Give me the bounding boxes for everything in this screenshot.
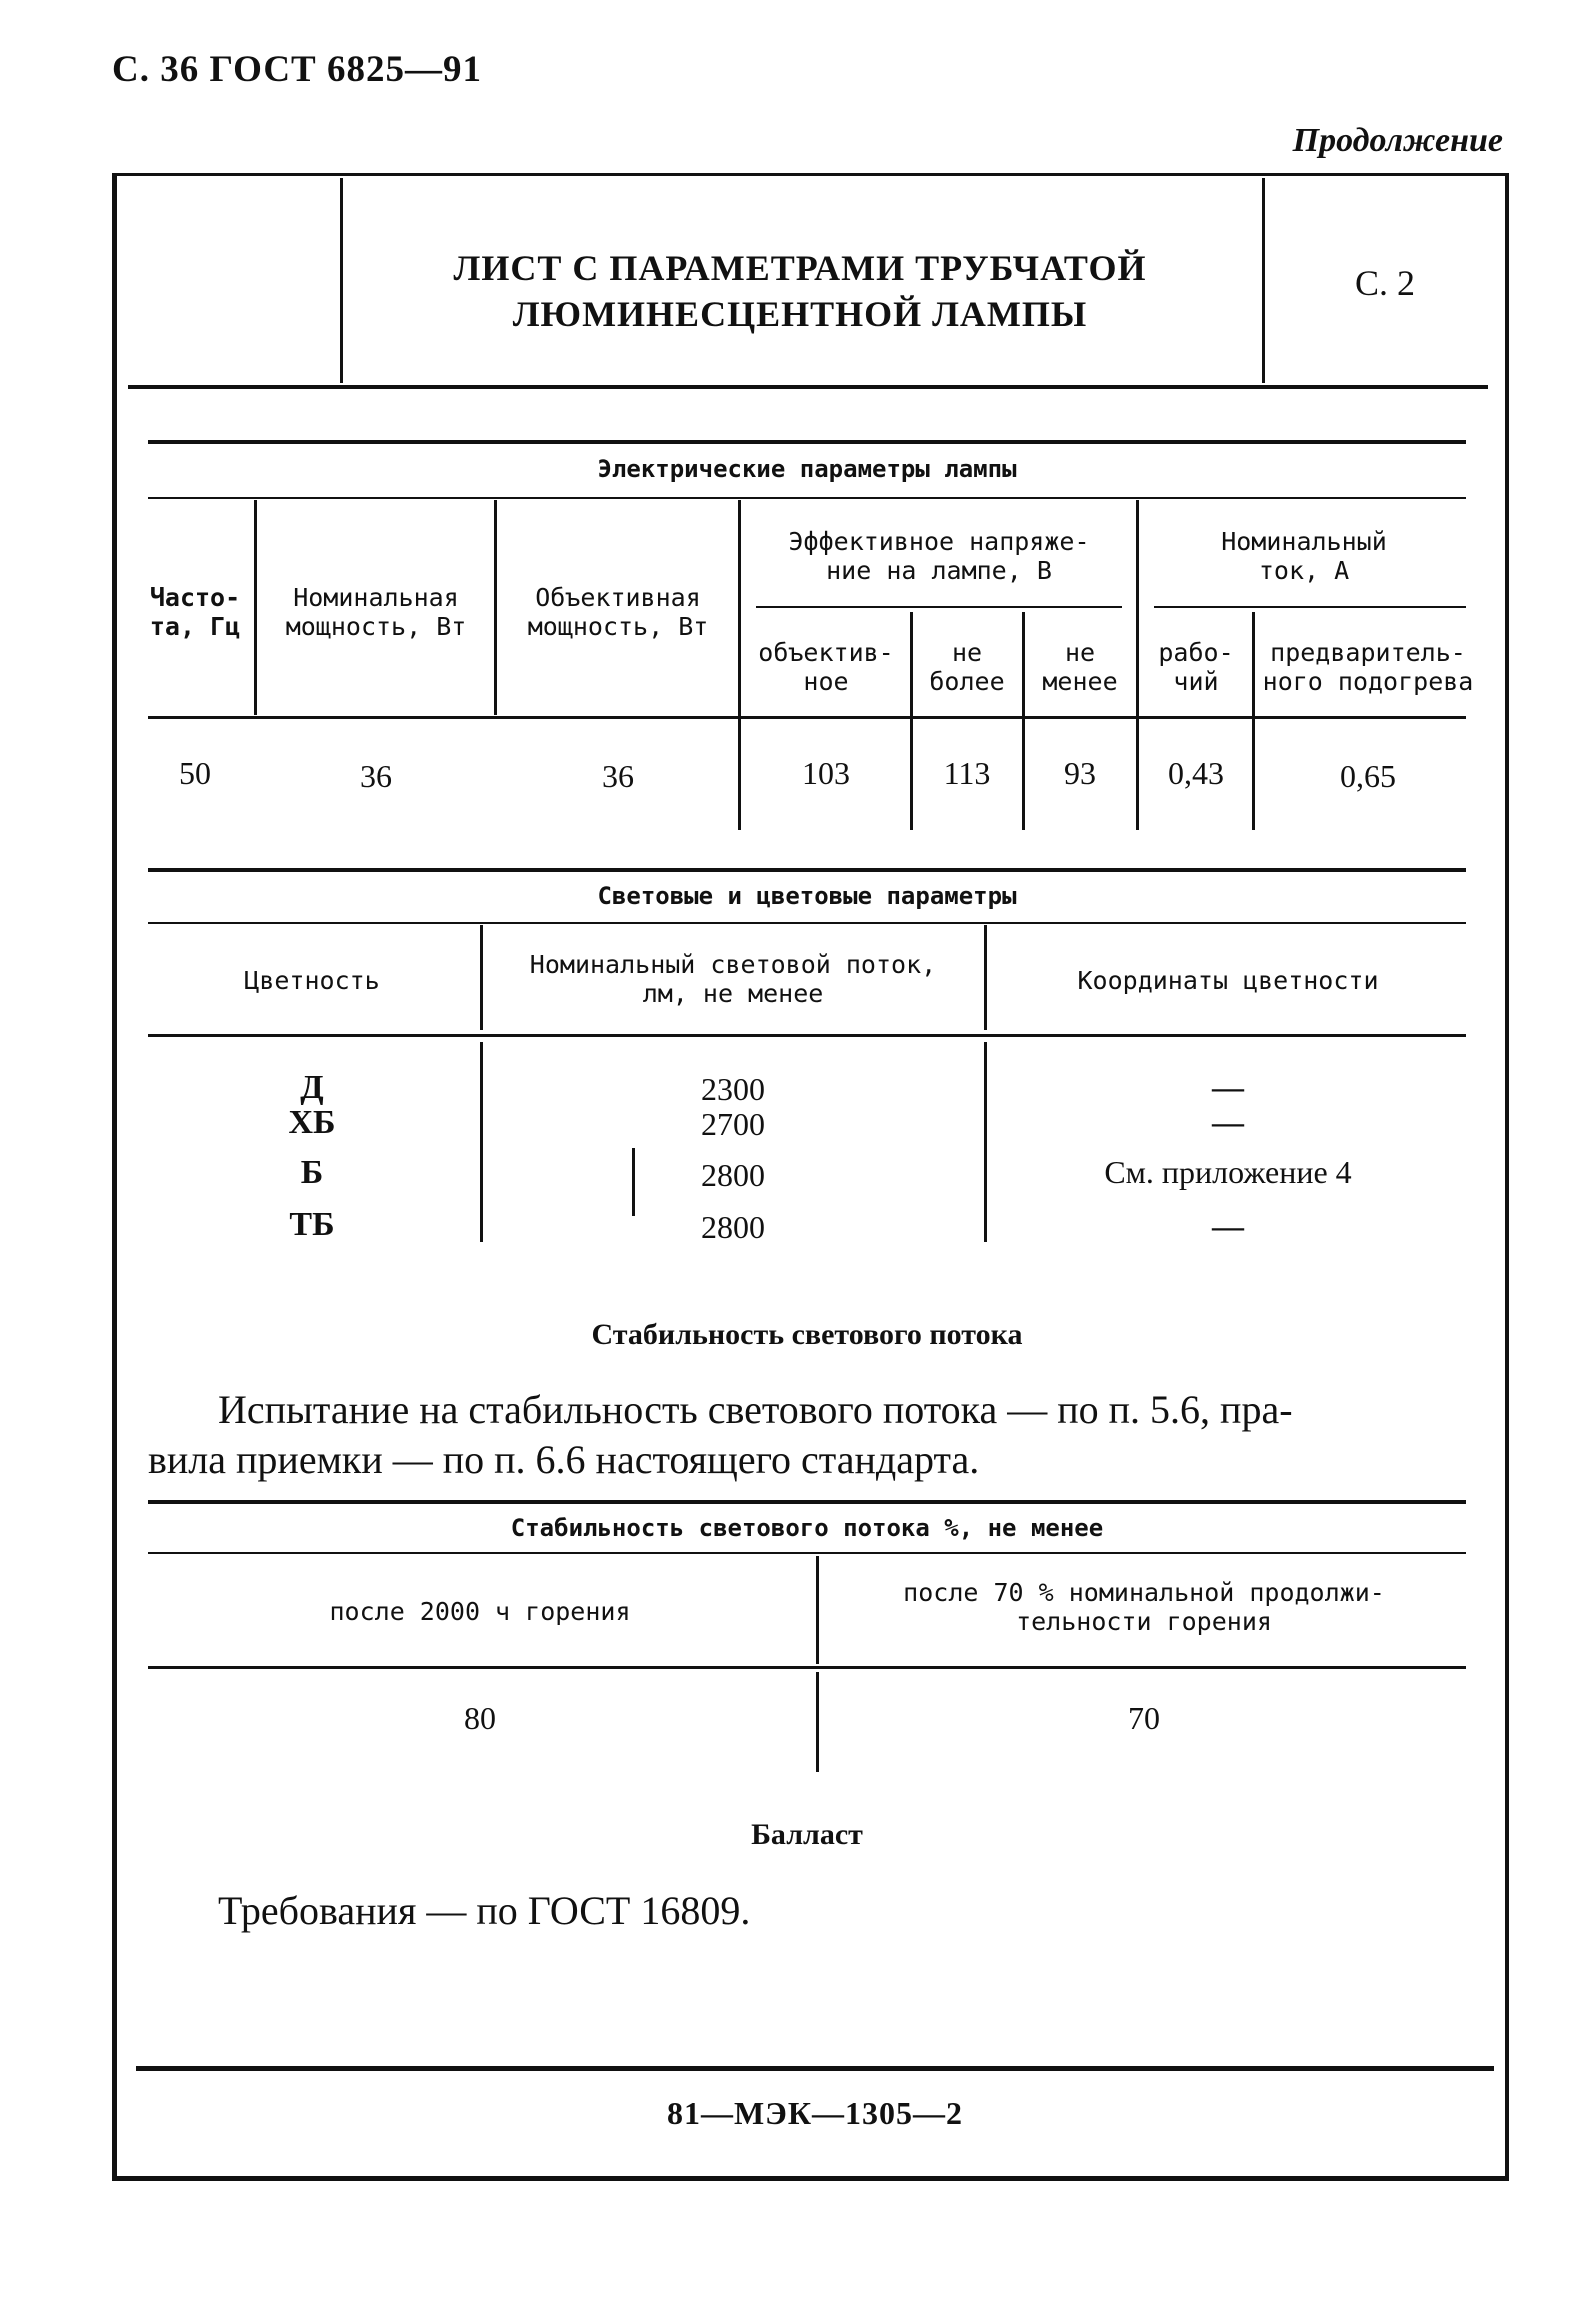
stab-caption: Стабильность светового потока %, не менее — [510, 1514, 1104, 1542]
col-color: Цветность — [244, 966, 380, 995]
elec-vline-3 — [738, 500, 741, 830]
coords-tb: — — [1212, 1208, 1244, 1244]
current-subrule — [1154, 606, 1466, 608]
elec-vline-7 — [1252, 612, 1255, 830]
col-frequency: Часто- та, Гц — [149, 583, 241, 641]
color-b: Б — [300, 1154, 324, 1191]
title-bottom-rule — [128, 385, 1488, 389]
continuation-label: Продолжение — [1292, 122, 1503, 159]
elec-caption-rule — [148, 497, 1466, 499]
val-after-70pct: 70 — [1128, 1700, 1160, 1736]
col-v-min: не менее — [1042, 638, 1118, 696]
stability-text — [148, 1385, 1478, 1485]
col-objective-power: Объективная мощность, Вт — [527, 583, 709, 641]
light-header-bottom-rule — [148, 1034, 1466, 1037]
col-flux: Номинальный световой поток, лм, не менее — [529, 950, 937, 1008]
val-c-preheat: 0,65 — [1340, 758, 1396, 794]
flux-khb: 2700 — [701, 1106, 765, 1142]
light-caption: Световые и цветовые параметры — [597, 882, 1017, 910]
color-d: Д — [300, 1069, 324, 1106]
color-list — [148, 1070, 476, 1243]
color-khb: ХБ — [288, 1104, 336, 1141]
ballast-heading: Балласт — [751, 1818, 863, 1851]
elec-vline-2 — [494, 500, 497, 715]
val-v-max: 113 — [943, 755, 991, 791]
col-coords: Координаты цветности — [1077, 966, 1379, 995]
sheet-title-line2: ЛЮМИНЕСЦЕНТНОЙ ЛАМПЫ — [512, 294, 1088, 334]
stab-vline-body — [816, 1672, 819, 1772]
color-tb: ТБ — [289, 1206, 335, 1243]
stab-caption-rule — [148, 1552, 1466, 1554]
title-divider-right — [1262, 178, 1265, 383]
elec-vline-5 — [1022, 612, 1025, 830]
footer-rule — [136, 2066, 1494, 2071]
val-v-objective: 103 — [802, 755, 850, 791]
col-c-preheat: предваритель- ного подогрева — [1262, 638, 1474, 696]
flux-b: 2800 — [701, 1157, 765, 1193]
flux-list — [486, 1072, 980, 1244]
light-caption-rule — [148, 922, 1466, 924]
flux-tb: 2800 — [701, 1209, 765, 1245]
page-header: С. 36 ГОСТ 6825—91 — [112, 49, 482, 90]
col-after-2000h: после 2000 ч горения — [329, 1597, 631, 1626]
elec-vline-4 — [910, 612, 913, 830]
elec-top-rule — [148, 440, 1466, 444]
light-vline-2 — [984, 925, 987, 1030]
col-voltage: Эффективное напряже- ние на лампе, В — [788, 527, 1090, 585]
val-nominal-power: 36 — [360, 758, 392, 794]
col-after-70pct: после 70 % номинальной продолжи- тельности горения — [903, 1578, 1385, 1636]
col-v-max: не более — [929, 638, 1005, 696]
col-c-work: рабо- чий — [1158, 638, 1234, 696]
val-v-min: 93 — [1064, 755, 1096, 791]
footer-code: 81—МЭК—1305—2 — [666, 2095, 964, 2131]
elec-vline-6 — [1136, 500, 1139, 830]
sheet-page-number: С. 2 — [1354, 263, 1415, 303]
col-current: Номинальный ток, А — [1221, 527, 1387, 585]
sheet-title-line1: ЛИСТ С ПАРАМЕТРАМИ ТРУБЧАТОЙ — [453, 248, 1147, 288]
col-v-objective: объектив- ное — [758, 638, 894, 696]
light-vline-1 — [480, 925, 483, 1030]
voltage-subrule — [756, 606, 1122, 608]
val-after-2000h: 80 — [464, 1700, 496, 1736]
light-top-rule — [148, 868, 1466, 872]
elec-caption: Электрические параметры лампы — [597, 455, 1017, 483]
stab-header-bottom-rule — [148, 1666, 1466, 1669]
title-divider-left — [340, 178, 343, 383]
stability-text-line2: вила приемки — по п. 6.6 настоящего стандарта. — [148, 1437, 980, 1482]
elec-vline-1 — [254, 500, 257, 715]
val-objective-power: 36 — [602, 758, 634, 794]
stability-text-line1: Испытание на стабильность светового потока — по п. 5.6, пра- — [218, 1387, 1293, 1432]
sheet-title — [350, 245, 1250, 337]
col-nominal-power: Номинальная мощность, Вт — [285, 583, 467, 641]
ballast-text: Требования — по ГОСТ 16809. — [218, 1888, 751, 1933]
light-body-vline-2 — [984, 1042, 987, 1242]
stability-heading: Стабильность светового потока — [591, 1318, 1023, 1351]
val-c-work: 0,43 — [1168, 755, 1224, 791]
coords-khb: — — [1212, 1104, 1244, 1140]
stab-top-rule — [148, 1500, 1466, 1504]
coords-b: См. приложение 4 — [1104, 1154, 1352, 1190]
coords-list — [990, 1070, 1466, 1243]
val-frequency: 50 — [179, 755, 211, 791]
light-body-vline-1 — [480, 1042, 483, 1242]
elec-header-bottom-rule — [148, 716, 1466, 719]
coords-d: — — [1212, 1069, 1244, 1105]
stab-vline-header — [816, 1556, 819, 1664]
flux-d: 2300 — [701, 1071, 765, 1107]
